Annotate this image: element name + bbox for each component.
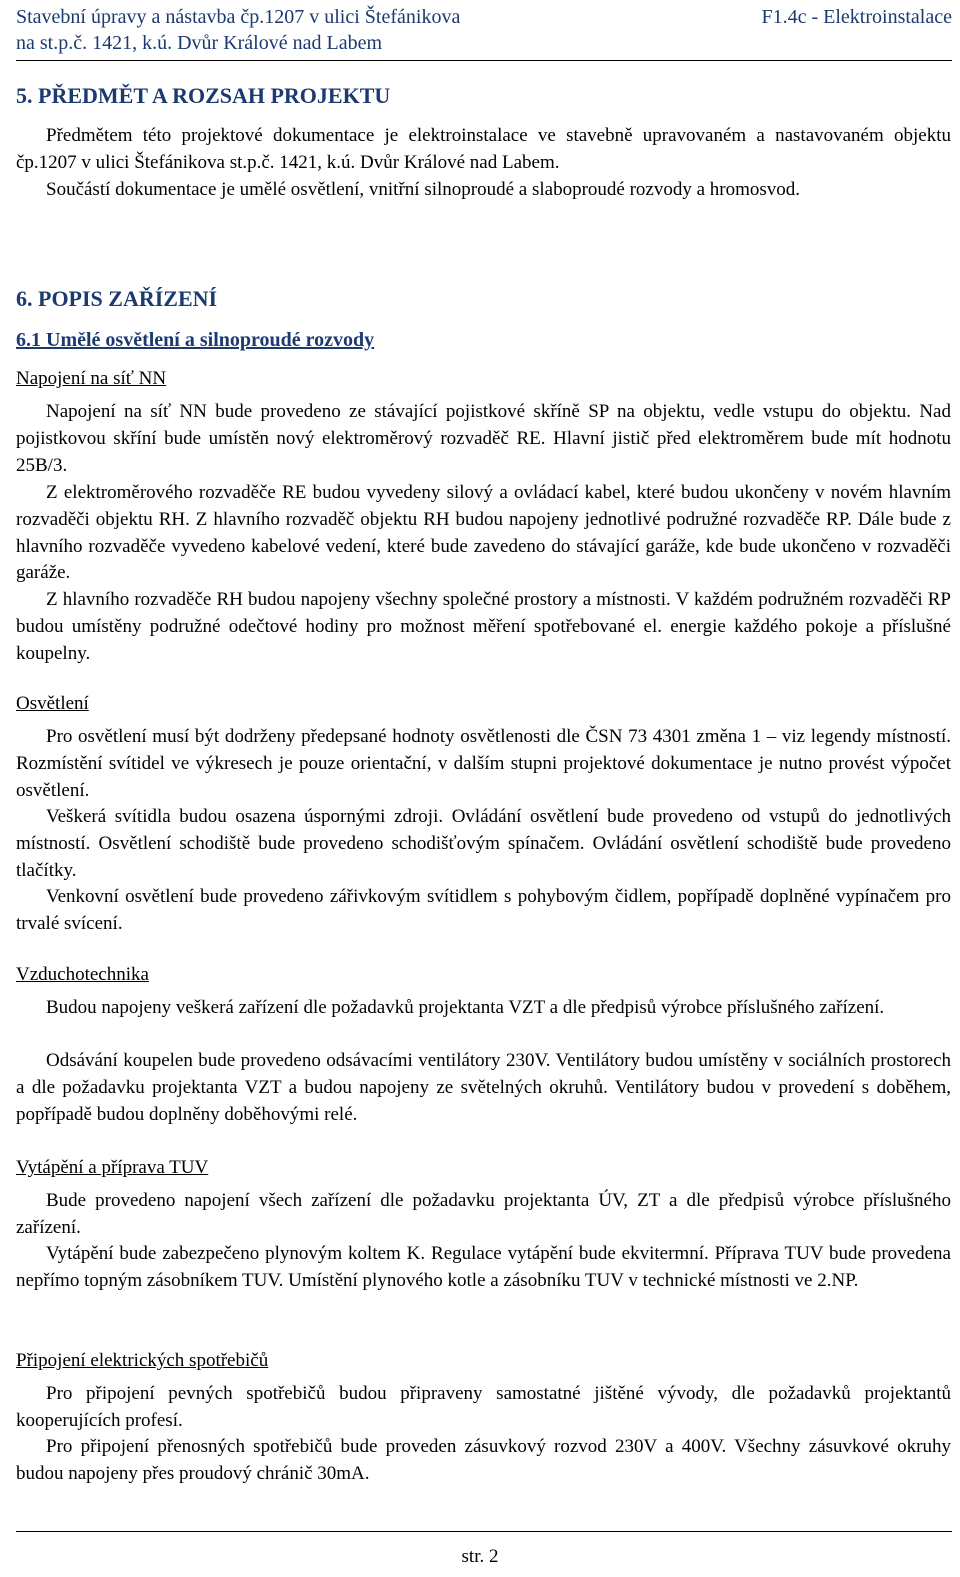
header-project-line2: na st.p.č. 1421, k.ú. Dvůr Králové nad Labem — [16, 32, 383, 54]
vzduchotechnika-paragraph-1: Budou napojeny veškerá zařízení dle požadavků projektanta VZT a dle předpisů výrobce příslušného zařízení. — [46, 997, 885, 1018]
vytapeni-paragraph-1: Bude provedeno napojení všech zařízení dle požadavku projektanta ÚV, ZT a dle předpisů výrobce příslušného zařízení. — [16, 1190, 951, 1238]
pripojeni-paragraph-2: Pro připojení přenosných spotřebičů bude proveden zásuvkový rozvod 230V a 400V. Všechny zásuvkové okruhy budou napojeny přes proudový chránič 30mA. — [16, 1436, 951, 1484]
page-number: str. 2 — [461, 1546, 499, 1567]
header-project-line1: Stavební úpravy a nástavba čp.1207 v ulici Štefánikova — [16, 6, 461, 28]
page-header — [16, 0, 952, 60]
osvetleni-paragraph-3: Venkovní osvětlení bude provedeno zářivkovým svítidlem s pohybovým čidlem, popřípadě doplněné vypínačem pro trvalé svícení. — [16, 886, 951, 934]
section-5-paragraph-2: Součástí dokumentace je umělé osvětlení, vnitřní silnoproudé a slaboproudé rozvody a hromosvod. — [46, 179, 801, 200]
header-divider — [16, 60, 952, 61]
section-5-paragraph-1: Předmětem této projektové dokumentace je elektroinstalace ve stavebně upravovaném a nastavovaném objektu čp.1207 v ulici Štefánikova st.p.č. 1421, k.ú. Dvůr Králové nad Labem. — [16, 125, 951, 173]
vytapeni-paragraph-2: Vytápění bude zabezpečeno plynovým koltem K. Regulace vytápění bude ekvitermní. Příprava TUV bude provedena nepřímo topným zásobníkem TUV. Umístění plynového kotle a zásobníku TUV v technické místnosti ve 2.NP. — [16, 1243, 951, 1291]
osvetleni-paragraph-2: Veškerá svítidla budou osazena úspornými zdroji. Ovládání osvětlení bude provedeno od vstupů do jednotlivých místností. Osvětlení schodiště bude provedeno schodišťovým spínačem. Ovládání osvětlení schodiště bude provedeno tlačítky. — [16, 806, 951, 881]
section-6-heading: 6. POPIS ZAŘÍZENÍ — [16, 286, 218, 311]
napojeni-title: Napojení na síť NN — [16, 368, 167, 389]
section-6-1-heading: 6.1 Umělé osvětlení a silnoproudé rozvody — [16, 329, 375, 351]
header-project — [16, 4, 460, 56]
header-doc-code: F1.4c - Elektroinstalace — [761, 6, 952, 28]
vzduchotechnika-paragraph-2: Odsávání koupelen bude provedeno odsávacími ventilátory 230V. Ventilátory budou umístěny v sociálních prostorech a dle požadavku projektanta VZT a budou napojeny ze světelných okruhů. Ventilátory budou v provedení s doběhem, popřípadě budou doplněny doběhovými relé. — [16, 1050, 951, 1125]
vytapeni-title: Vytápění a příprava TUV — [16, 1157, 209, 1178]
vzduchotechnika-title: Vzduchotechnika — [16, 964, 149, 985]
osvetleni-paragraph-1: Pro osvětlení musí být dodrženy předepsané hodnoty osvětlenosti dle ČSN 73 4301 změna 1 – viz legendy místností. Rozmístění svítidel ve výkresech je pouze orientační, v dalším stupni projektové dokumentace je nutno provést výpočet osvětlení. — [16, 726, 951, 801]
pripojeni-title: Připojení elektrických spotřebičů — [16, 1350, 269, 1371]
section-5-heading: 5. PŘEDMĚT A ROZSAH PROJEKTU — [16, 83, 391, 108]
osvetleni-title: Osvětlení — [16, 693, 89, 714]
footer-divider — [16, 1531, 952, 1532]
napojeni-paragraph-3: Z hlavního rozvaděče RH budou napojeny všechny společné prostory a místnosti. V každém podružném rozvaděči RP budou umístěny podružné odečtové hodiny pro možnost měření spotřebované el. energie každého pokoje a příslušné koupelny. — [16, 589, 951, 664]
pripojeni-paragraph-1: Pro připojení pevných spotřebičů budou připraveny samostatné jištěné vývody, dle požadavků projektantů kooperujících profesí. — [16, 1383, 951, 1431]
napojeni-paragraph-1: Napojení na síť NN bude provedeno ze stávající pojistkové skříně SP na objektu, vedle vstupu do objektu. Nad pojistkovou skříní bude umístěn nový elektroměrový rozvaděč RE. Hlavní jistič před elektroměrem bude mít hodnotu 25B/3. — [16, 401, 951, 476]
napojeni-paragraph-2: Z elektroměrového rozvaděče RE budou vyvedeny silový a ovládací kabel, které budou ukončeny v novém hlavním rozvaděči objektu RH. Z hlavního rozvaděč objektu RH budou napojeny jednotlivé podružné rozvaděče RP. Dále bude z hlavního rozvaděče vyvedeno kabelové vedení, které bude zavedeno do stávající garáže, kde bude ukončeno v rozvaděči garáže. — [16, 482, 951, 584]
